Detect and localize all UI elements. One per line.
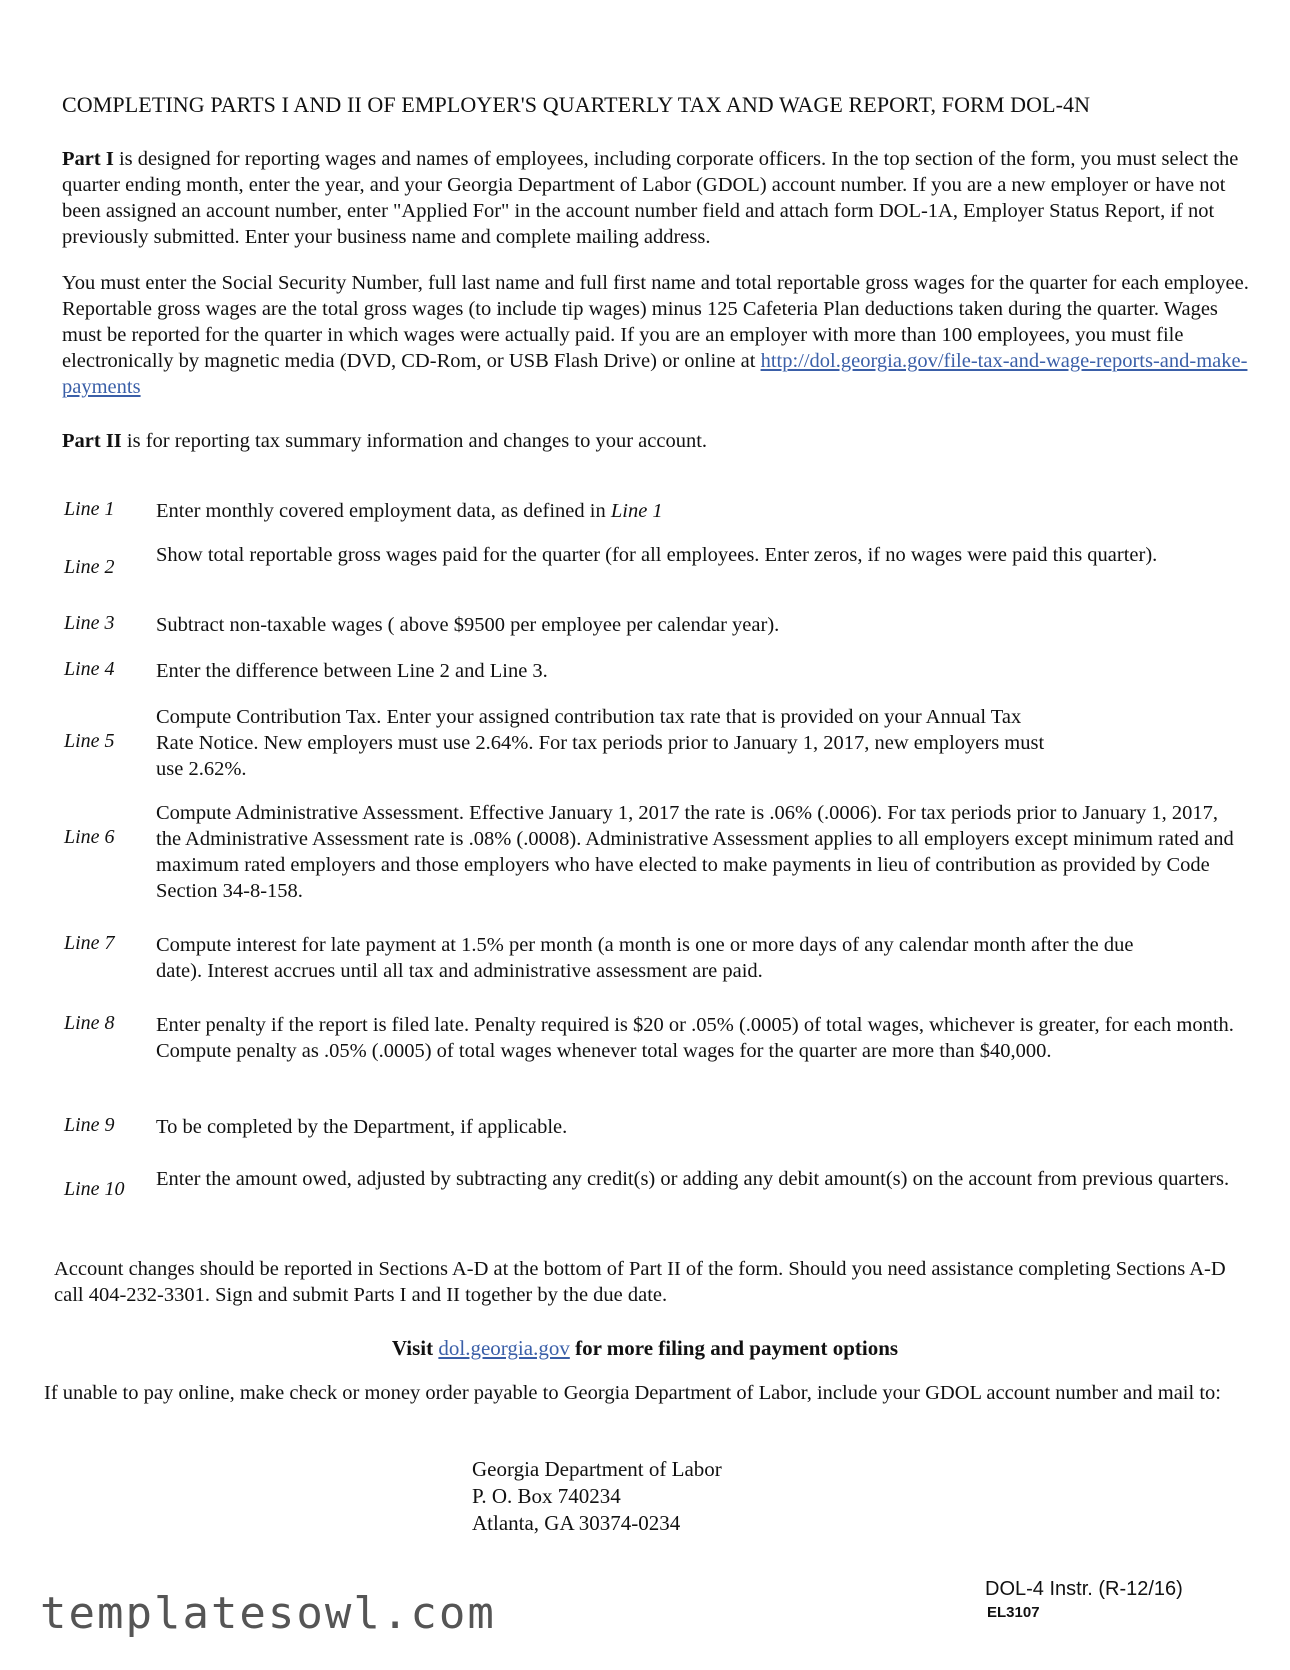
line-label: Line 6 — [64, 826, 115, 848]
line-label: Line 10 — [64, 1178, 125, 1200]
part2-paragraph — [62, 428, 1262, 454]
line-label: Line 5 — [64, 730, 115, 752]
line-label: Line 4 — [64, 658, 115, 680]
part2-label: Part II — [62, 430, 122, 452]
mailing-address — [472, 1456, 722, 1537]
line-label: Line 1 — [64, 498, 115, 520]
address-city: Atlanta, GA 30374-0234 — [472, 1511, 681, 1535]
line-text: To be completed by the Department, if applicable. — [156, 1116, 568, 1138]
form-id: DOL-4 Instr. (R-12/16) — [985, 1578, 1183, 1600]
line-label: Line 7 — [64, 932, 115, 954]
line-text: Enter penalty if the report is filed late. Penalty required is $20 or .05% (.0005) of total wages, whichever is greater, for each month. Compute penalty as .05% (.0005) of total wages whenever total wages for the quarter are more than $40,000. — [156, 1014, 1234, 1062]
part2-text: is for reporting tax summary information and changes to your account. — [121, 430, 708, 452]
part1-text: is designed for reporting wages and names of employees, including corporate officers. In the top section of the form, you must select the quarter ending month, enter the year, and your Georgia Department of Labor (GDOL) account number. If you are a new employer or have not been assigned an account number, enter "Applied For" in the account number field and attach form DOL-1A, Employer Status Report, if not previously submitted. Enter your business name and complete mailing address. — [62, 148, 1239, 248]
address-box: P. O. Box 740234 — [472, 1484, 621, 1508]
ssn-text: You must enter the Social Security Number, full last name and full first name and total reportable gross wages for the quarter for each employee. Reportable gross wages are the total gross wages (to include tip wages) minus 125 Cafeteria Plan deductions taken during the quarter. Wages must be reported for the quarter in which wages were actually paid. If you are an employer with more than 100 employees, you must file electronically by magnetic media (DVD, CD-Rom, or USB Flash Drive) or online at — [62, 272, 1249, 372]
line-text: Subtract non-taxable wages ( above $9500 per employee per calendar year). — [156, 614, 780, 636]
dol-website-link[interactable]: dol.georgia.gov — [438, 1336, 570, 1360]
line-label: Line 3 — [64, 612, 115, 634]
visit-line: Visit dol.georgia.gov for more filing and payment options — [391, 1336, 899, 1360]
line-text: Compute Administrative Assessment. Effective January 1, 2017 the rate is .06% (.0006). For tax periods prior to January 1, 2017, the Administrative Assessment rate is .08% (.0008). Administrative Assessment applies to all employers except minimum rated and maximum rated employers and those employers who have elected to make payments in lieu of contribution as provided by Code Section 34-8-158. — [156, 802, 1234, 902]
ssn-paragraph — [62, 270, 1262, 400]
line-label: Line 2 — [64, 556, 115, 578]
account-changes-paragraph: Account changes should be reported in Sections A-D at the bottom of Part II of the form. Should you need assistance completing Sections A-D call 404-232-3301. Sign and submit Parts I and II together by the due date. — [54, 1258, 1226, 1306]
line-text: Enter monthly covered employment data, as defined in Line 1 — [156, 500, 663, 522]
line-label: Line 8 — [64, 1012, 115, 1034]
line-text: Compute interest for late payment at 1.5% per month (a month is one or more days of any calendar month after the due date). Interest accrues until all tax and administrative assessment are paid. — [156, 934, 1134, 982]
form-code: EL3107 — [987, 1604, 1040, 1621]
part1-label: Part I — [62, 148, 114, 170]
page-title: COMPLETING PARTS I AND II OF EMPLOYER'S QUARTERLY TAX AND WAGE REPORT, FORM DOL-4N — [62, 92, 1091, 117]
watermark: templatesowl.com — [40, 1588, 496, 1639]
part1-paragraph — [62, 146, 1262, 250]
line-text: Enter the difference between Line 2 and Line 3. — [156, 660, 548, 682]
line-label: Line 9 — [64, 1114, 115, 1136]
address-name: Georgia Department of Labor — [472, 1457, 722, 1481]
line-text: Compute Contribution Tax. Enter your assigned contribution tax rate that is provided on your Annual Tax Rate Notice. New employers must use 2.64%. For tax periods prior to January 1, 2017, new employers must use 2.62%. — [156, 706, 1045, 780]
unable-to-pay-paragraph: If unable to pay online, make check or money order payable to Georgia Department of Labor, include your GDOL account number and mail to: — [44, 1382, 1221, 1404]
line-text: Show total reportable gross wages paid for the quarter (for all employees. Enter zeros, if no wages were paid this quarter). — [156, 544, 1158, 566]
line-text: Enter the amount owed, adjusted by subtracting any credit(s) or adding any debit amount(s) on the account from previous quarters. — [156, 1168, 1230, 1190]
file-tax-link[interactable]: http://dol.georgia.gov/file-tax-and-wage-reports-and-make-payments — [62, 350, 1248, 398]
